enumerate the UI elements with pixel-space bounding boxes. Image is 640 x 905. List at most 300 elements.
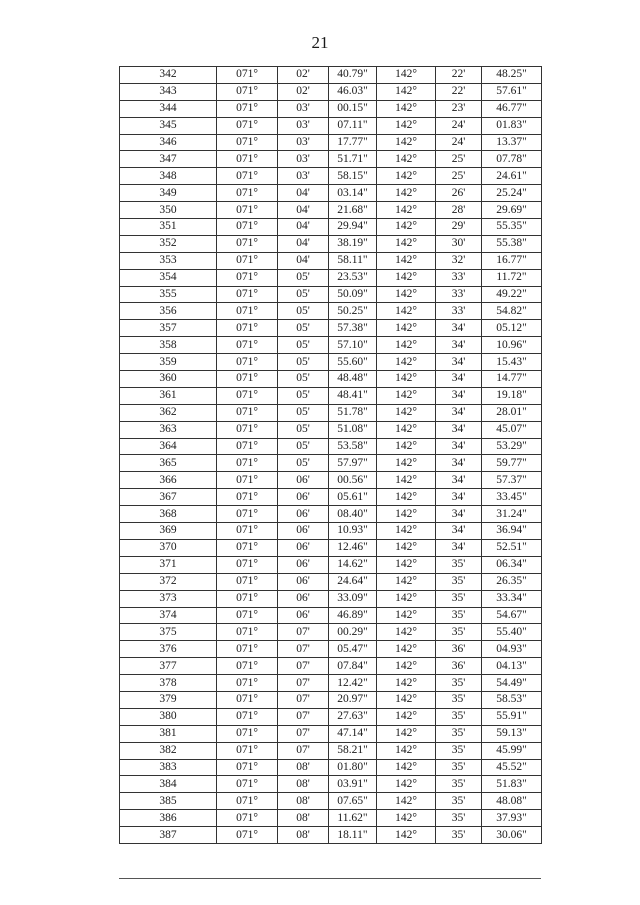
cell-lon-seconds: 13.37" — [482, 134, 542, 151]
table-row — [120, 286, 542, 303]
cell-lon-degrees: 142° — [377, 556, 436, 573]
cell-lat-minutes: 02' — [278, 83, 329, 100]
cell-lon-minutes: 35' — [436, 708, 482, 725]
cell-lat-minutes: 06' — [278, 607, 329, 624]
cell-lat-degrees: 071° — [217, 539, 278, 556]
cell-lat-minutes: 05' — [278, 421, 329, 438]
cell-lat-degrees: 071° — [217, 624, 278, 641]
cell-lon-degrees: 142° — [377, 134, 436, 151]
cell-lat-minutes: 06' — [278, 556, 329, 573]
table-row — [120, 185, 542, 202]
cell-lon-minutes: 36' — [436, 658, 482, 675]
cell-lat-minutes: 07' — [278, 691, 329, 708]
cell-lon-seconds: 25.24" — [482, 185, 542, 202]
cell-lon-degrees: 142° — [377, 827, 436, 844]
cell-lon-degrees: 142° — [377, 269, 436, 286]
table-row — [120, 776, 542, 793]
cell-lat-degrees: 071° — [217, 691, 278, 708]
cell-lat-seconds: 58.11" — [329, 252, 377, 269]
cell-lat-minutes: 05' — [278, 303, 329, 320]
cell-lat-degrees: 071° — [217, 117, 278, 134]
cell-point-number: 372 — [120, 573, 217, 590]
cell-lat-seconds: 21.68" — [329, 202, 377, 219]
cell-lon-seconds: 04.93" — [482, 641, 542, 658]
cell-lon-degrees: 142° — [377, 320, 436, 337]
cell-lon-seconds: 48.25" — [482, 67, 542, 84]
cell-lon-minutes: 34' — [436, 472, 482, 489]
cell-lon-seconds: 33.34" — [482, 590, 542, 607]
cell-lat-seconds: 00.15" — [329, 100, 377, 117]
cell-lat-minutes: 07' — [278, 725, 329, 742]
cell-lon-minutes: 35' — [436, 607, 482, 624]
cell-point-number: 362 — [120, 404, 217, 421]
cell-lat-seconds: 10.93" — [329, 523, 377, 540]
cell-lat-seconds: 53.58" — [329, 438, 377, 455]
bottom-divider — [119, 878, 541, 879]
cell-point-number: 358 — [120, 337, 217, 354]
cell-lat-minutes: 07' — [278, 742, 329, 759]
cell-lat-seconds: 57.97" — [329, 455, 377, 472]
cell-lon-minutes: 34' — [436, 387, 482, 404]
table-row — [120, 371, 542, 388]
cell-lon-minutes: 25' — [436, 151, 482, 168]
cell-lon-degrees: 142° — [377, 523, 436, 540]
cell-lon-degrees: 142° — [377, 421, 436, 438]
table-row — [120, 252, 542, 269]
table-row — [120, 708, 542, 725]
cell-lat-degrees: 071° — [217, 337, 278, 354]
cell-lon-degrees: 142° — [377, 759, 436, 776]
cell-lat-degrees: 071° — [217, 489, 278, 506]
cell-lat-seconds: 07.84" — [329, 658, 377, 675]
cell-lat-minutes: 03' — [278, 134, 329, 151]
table-row — [120, 83, 542, 100]
page-number: 21 — [311, 33, 329, 52]
cell-lon-seconds: 55.40" — [482, 624, 542, 641]
table-row — [120, 573, 542, 590]
cell-lat-seconds: 01.80" — [329, 759, 377, 776]
cell-lat-seconds: 27.63" — [329, 708, 377, 725]
cell-point-number: 346 — [120, 134, 217, 151]
cell-lat-seconds: 33.09" — [329, 590, 377, 607]
cell-lon-minutes: 35' — [436, 590, 482, 607]
cell-lon-minutes: 35' — [436, 827, 482, 844]
table-row — [120, 219, 542, 236]
cell-lon-minutes: 35' — [436, 624, 482, 641]
cell-lat-degrees: 071° — [217, 83, 278, 100]
cell-lat-minutes: 08' — [278, 827, 329, 844]
cell-lat-degrees: 071° — [217, 776, 278, 793]
cell-lat-seconds: 51.78" — [329, 404, 377, 421]
cell-lon-seconds: 45.99" — [482, 742, 542, 759]
cell-point-number: 370 — [120, 539, 217, 556]
cell-lat-degrees: 071° — [217, 556, 278, 573]
cell-lat-degrees: 071° — [217, 219, 278, 236]
cell-lon-minutes: 33' — [436, 286, 482, 303]
table-row — [120, 455, 542, 472]
cell-lon-minutes: 24' — [436, 117, 482, 134]
cell-lat-seconds: 05.61" — [329, 489, 377, 506]
cell-lon-seconds: 55.91" — [482, 708, 542, 725]
cell-lat-seconds: 58.21" — [329, 742, 377, 759]
cell-lat-seconds: 18.11" — [329, 827, 377, 844]
cell-point-number: 353 — [120, 252, 217, 269]
cell-lat-degrees: 071° — [217, 472, 278, 489]
cell-lat-degrees: 071° — [217, 607, 278, 624]
cell-lat-degrees: 071° — [217, 387, 278, 404]
cell-lat-minutes: 05' — [278, 404, 329, 421]
cell-lon-degrees: 142° — [377, 742, 436, 759]
cell-lon-seconds: 06.34" — [482, 556, 542, 573]
cell-lat-degrees: 071° — [217, 269, 278, 286]
cell-lat-seconds: 48.41" — [329, 387, 377, 404]
cell-lon-minutes: 23' — [436, 100, 482, 117]
table-row — [120, 506, 542, 523]
cell-lat-seconds: 03.14" — [329, 185, 377, 202]
cell-lon-degrees: 142° — [377, 117, 436, 134]
cell-lat-seconds: 07.11" — [329, 117, 377, 134]
cell-lon-degrees: 142° — [377, 151, 436, 168]
cell-lon-seconds: 59.13" — [482, 725, 542, 742]
cell-lon-degrees: 142° — [377, 303, 436, 320]
cell-lat-seconds: 08.40" — [329, 506, 377, 523]
cell-lat-seconds: 47.14" — [329, 725, 377, 742]
cell-lon-seconds: 36.94" — [482, 523, 542, 540]
cell-lat-minutes: 05' — [278, 337, 329, 354]
cell-point-number: 360 — [120, 371, 217, 388]
cell-lon-minutes: 22' — [436, 67, 482, 84]
cell-lon-degrees: 142° — [377, 793, 436, 810]
table-row — [120, 793, 542, 810]
cell-lat-minutes: 05' — [278, 320, 329, 337]
cell-lat-degrees: 071° — [217, 151, 278, 168]
cell-point-number: 342 — [120, 67, 217, 84]
cell-point-number: 384 — [120, 776, 217, 793]
cell-lat-minutes: 06' — [278, 573, 329, 590]
table-row — [120, 404, 542, 421]
cell-lon-minutes: 35' — [436, 573, 482, 590]
cell-lat-degrees: 071° — [217, 708, 278, 725]
cell-point-number: 387 — [120, 827, 217, 844]
cell-lat-minutes: 08' — [278, 759, 329, 776]
cell-lat-seconds: 11.62" — [329, 810, 377, 827]
cell-lon-minutes: 36' — [436, 641, 482, 658]
cell-lat-minutes: 06' — [278, 506, 329, 523]
cell-lat-degrees: 071° — [217, 286, 278, 303]
cell-lon-degrees: 142° — [377, 438, 436, 455]
cell-point-number: 357 — [120, 320, 217, 337]
cell-point-number: 385 — [120, 793, 217, 810]
cell-lat-minutes: 03' — [278, 151, 329, 168]
cell-lon-degrees: 142° — [377, 624, 436, 641]
cell-point-number: 365 — [120, 455, 217, 472]
cell-lat-minutes: 06' — [278, 472, 329, 489]
table-row — [120, 759, 542, 776]
cell-lon-minutes: 34' — [436, 506, 482, 523]
table-row — [120, 202, 542, 219]
cell-lon-degrees: 142° — [377, 506, 436, 523]
cell-lon-degrees: 142° — [377, 658, 436, 675]
cell-lat-minutes: 05' — [278, 438, 329, 455]
cell-lon-minutes: 35' — [436, 556, 482, 573]
cell-lat-seconds: 48.48" — [329, 371, 377, 388]
table-row — [120, 607, 542, 624]
cell-lon-seconds: 29.69" — [482, 202, 542, 219]
cell-lon-minutes: 34' — [436, 404, 482, 421]
cell-point-number: 344 — [120, 100, 217, 117]
cell-lat-minutes: 07' — [278, 641, 329, 658]
table-row — [120, 168, 542, 185]
cell-lon-seconds: 48.08" — [482, 793, 542, 810]
table-row — [120, 117, 542, 134]
cell-point-number: 378 — [120, 675, 217, 692]
cell-lon-minutes: 34' — [436, 455, 482, 472]
cell-point-number: 343 — [120, 83, 217, 100]
table-row — [120, 556, 542, 573]
cell-point-number: 381 — [120, 725, 217, 742]
cell-lon-degrees: 142° — [377, 641, 436, 658]
cell-lon-degrees: 142° — [377, 100, 436, 117]
cell-lon-seconds: 26.35" — [482, 573, 542, 590]
cell-lon-degrees: 142° — [377, 725, 436, 742]
cell-lon-degrees: 142° — [377, 286, 436, 303]
cell-lon-minutes: 35' — [436, 793, 482, 810]
cell-lat-degrees: 071° — [217, 742, 278, 759]
cell-lon-degrees: 142° — [377, 590, 436, 607]
cell-point-number: 383 — [120, 759, 217, 776]
cell-lat-seconds: 17.77" — [329, 134, 377, 151]
cell-point-number: 373 — [120, 590, 217, 607]
table-row — [120, 235, 542, 252]
cell-lat-degrees: 071° — [217, 202, 278, 219]
table-row — [120, 134, 542, 151]
cell-lat-degrees: 071° — [217, 675, 278, 692]
cell-point-number: 380 — [120, 708, 217, 725]
cell-lat-degrees: 071° — [217, 235, 278, 252]
cell-lat-degrees: 071° — [217, 523, 278, 540]
cell-lat-seconds: 58.15" — [329, 168, 377, 185]
cell-lon-seconds: 11.72" — [482, 269, 542, 286]
cell-lat-degrees: 071° — [217, 252, 278, 269]
table-row — [120, 269, 542, 286]
cell-lon-minutes: 34' — [436, 371, 482, 388]
cell-point-number: 376 — [120, 641, 217, 658]
cell-lon-seconds: 57.37" — [482, 472, 542, 489]
cell-lon-degrees: 142° — [377, 202, 436, 219]
cell-lon-minutes: 35' — [436, 776, 482, 793]
table-row — [120, 810, 542, 827]
table-row — [120, 641, 542, 658]
cell-lat-degrees: 071° — [217, 725, 278, 742]
cell-lon-seconds: 46.77" — [482, 100, 542, 117]
cell-lon-minutes: 34' — [436, 320, 482, 337]
cell-lon-minutes: 32' — [436, 252, 482, 269]
cell-lon-seconds: 58.53" — [482, 691, 542, 708]
cell-lon-seconds: 19.18" — [482, 387, 542, 404]
cell-lon-minutes: 34' — [436, 539, 482, 556]
cell-lat-minutes: 06' — [278, 523, 329, 540]
cell-lon-seconds: 55.38" — [482, 235, 542, 252]
cell-lon-seconds: 49.22" — [482, 286, 542, 303]
cell-lat-degrees: 071° — [217, 134, 278, 151]
cell-lon-seconds: 07.78" — [482, 151, 542, 168]
cell-lon-minutes: 33' — [436, 303, 482, 320]
cell-lat-minutes: 03' — [278, 100, 329, 117]
cell-point-number: 351 — [120, 219, 217, 236]
cell-lat-seconds: 50.09" — [329, 286, 377, 303]
cell-point-number: 386 — [120, 810, 217, 827]
cell-lon-seconds: 15.43" — [482, 354, 542, 371]
cell-lat-degrees: 071° — [217, 590, 278, 607]
cell-lat-degrees: 071° — [217, 320, 278, 337]
cell-point-number: 363 — [120, 421, 217, 438]
cell-lon-seconds: 54.67" — [482, 607, 542, 624]
cell-lon-seconds: 53.29" — [482, 438, 542, 455]
cell-lat-minutes: 08' — [278, 810, 329, 827]
cell-lon-minutes: 35' — [436, 675, 482, 692]
cell-point-number: 355 — [120, 286, 217, 303]
cell-lat-degrees: 071° — [217, 455, 278, 472]
cell-point-number: 347 — [120, 151, 217, 168]
table-row — [120, 438, 542, 455]
cell-point-number: 349 — [120, 185, 217, 202]
cell-lon-degrees: 142° — [377, 371, 436, 388]
cell-lon-degrees: 142° — [377, 455, 436, 472]
cell-lat-seconds: 05.47" — [329, 641, 377, 658]
cell-lon-seconds: 30.06" — [482, 827, 542, 844]
cell-lat-minutes: 05' — [278, 455, 329, 472]
cell-lon-seconds: 55.35" — [482, 219, 542, 236]
cell-lon-degrees: 142° — [377, 489, 436, 506]
cell-lat-minutes: 07' — [278, 708, 329, 725]
cell-lon-minutes: 22' — [436, 83, 482, 100]
cell-lon-degrees: 142° — [377, 185, 436, 202]
cell-lon-seconds: 33.45" — [482, 489, 542, 506]
cell-lat-degrees: 071° — [217, 810, 278, 827]
cell-lat-seconds: 40.79" — [329, 67, 377, 84]
cell-lat-degrees: 071° — [217, 506, 278, 523]
cell-lon-degrees: 142° — [377, 472, 436, 489]
cell-lat-degrees: 071° — [217, 354, 278, 371]
cell-lon-seconds: 05.12" — [482, 320, 542, 337]
cell-lon-seconds: 37.93" — [482, 810, 542, 827]
cell-lat-seconds: 24.64" — [329, 573, 377, 590]
cell-lon-minutes: 35' — [436, 691, 482, 708]
cell-lat-seconds: 50.25" — [329, 303, 377, 320]
cell-lon-seconds: 10.96" — [482, 337, 542, 354]
cell-lon-degrees: 142° — [377, 83, 436, 100]
cell-lat-seconds: 12.46" — [329, 539, 377, 556]
cell-lat-degrees: 071° — [217, 168, 278, 185]
cell-lat-minutes: 06' — [278, 590, 329, 607]
cell-lon-minutes: 25' — [436, 168, 482, 185]
table-row — [120, 742, 542, 759]
cell-lon-seconds: 57.61" — [482, 83, 542, 100]
table-row — [120, 320, 542, 337]
cell-point-number: 369 — [120, 523, 217, 540]
cell-point-number: 350 — [120, 202, 217, 219]
cell-lon-seconds: 24.61" — [482, 168, 542, 185]
cell-lat-minutes: 08' — [278, 793, 329, 810]
cell-lon-degrees: 142° — [377, 691, 436, 708]
cell-lat-seconds: 55.60" — [329, 354, 377, 371]
cell-lat-seconds: 51.08" — [329, 421, 377, 438]
table-row — [120, 337, 542, 354]
cell-lat-minutes: 05' — [278, 269, 329, 286]
table-row — [120, 303, 542, 320]
cell-lat-seconds: 14.62" — [329, 556, 377, 573]
cell-lat-minutes: 07' — [278, 675, 329, 692]
cell-lon-degrees: 142° — [377, 387, 436, 404]
cell-point-number: 356 — [120, 303, 217, 320]
cell-lat-minutes: 06' — [278, 489, 329, 506]
cell-lat-degrees: 071° — [217, 100, 278, 117]
table-row — [120, 354, 542, 371]
cell-lat-minutes: 06' — [278, 539, 329, 556]
cell-lat-degrees: 071° — [217, 421, 278, 438]
cell-lat-minutes: 05' — [278, 371, 329, 388]
cell-lat-seconds: 29.94" — [329, 219, 377, 236]
cell-lat-seconds: 03.91" — [329, 776, 377, 793]
cell-lat-seconds: 57.38" — [329, 320, 377, 337]
coordinates-table-body — [120, 67, 542, 844]
table-row — [120, 624, 542, 641]
table-row — [120, 472, 542, 489]
cell-lon-minutes: 26' — [436, 185, 482, 202]
table-row — [120, 67, 542, 84]
cell-lat-minutes: 03' — [278, 117, 329, 134]
cell-lat-minutes: 04' — [278, 202, 329, 219]
cell-point-number: 348 — [120, 168, 217, 185]
cell-lat-minutes: 07' — [278, 658, 329, 675]
cell-lat-seconds: 07.65" — [329, 793, 377, 810]
cell-lat-degrees: 071° — [217, 404, 278, 421]
cell-lon-seconds: 04.13" — [482, 658, 542, 675]
cell-lon-degrees: 142° — [377, 337, 436, 354]
cell-point-number: 367 — [120, 489, 217, 506]
cell-lon-degrees: 142° — [377, 675, 436, 692]
cell-point-number: 371 — [120, 556, 217, 573]
table-row — [120, 539, 542, 556]
cell-lon-minutes: 34' — [436, 337, 482, 354]
table-row — [120, 725, 542, 742]
cell-point-number: 361 — [120, 387, 217, 404]
cell-lon-degrees: 142° — [377, 708, 436, 725]
cell-lat-seconds: 57.10" — [329, 337, 377, 354]
cell-lon-degrees: 142° — [377, 219, 436, 236]
cell-lon-minutes: 24' — [436, 134, 482, 151]
cell-lat-seconds: 00.56" — [329, 472, 377, 489]
cell-lat-seconds: 46.89" — [329, 607, 377, 624]
cell-lon-seconds: 14.77" — [482, 371, 542, 388]
cell-lon-minutes: 33' — [436, 269, 482, 286]
table-row — [120, 675, 542, 692]
cell-point-number: 382 — [120, 742, 217, 759]
cell-lat-minutes: 04' — [278, 235, 329, 252]
cell-lat-minutes: 05' — [278, 286, 329, 303]
cell-lon-minutes: 35' — [436, 810, 482, 827]
table-row — [120, 827, 542, 844]
table-row — [120, 387, 542, 404]
table-row — [120, 489, 542, 506]
cell-lat-minutes: 03' — [278, 168, 329, 185]
cell-lon-minutes: 29' — [436, 219, 482, 236]
table-row — [120, 691, 542, 708]
cell-lat-minutes: 05' — [278, 354, 329, 371]
cell-lat-seconds: 38.19" — [329, 235, 377, 252]
cell-lat-minutes: 02' — [278, 67, 329, 84]
table-row — [120, 100, 542, 117]
